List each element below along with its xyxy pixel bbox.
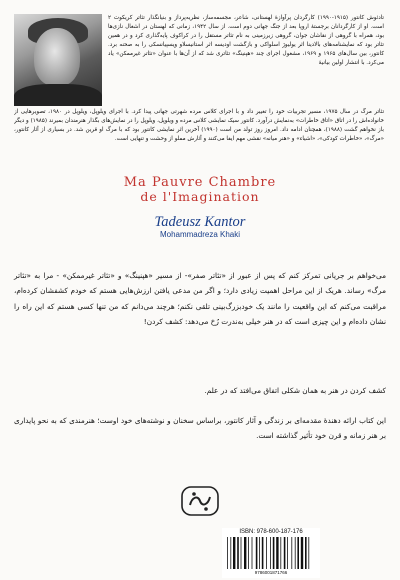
kantor-quote-closing: کشف کردن در هنر به همان شکلی اتفاق می‌افتد که در علم.: [204, 386, 386, 395]
barcode-icon: [226, 537, 316, 569]
isbn-label: ISBN: 978-600-187-176: [239, 529, 303, 535]
book-description: این کتاب ارائه دهندهٔ مقدمه‌ای بر زندگی و آثار کانتور، براساس سخنان و نوشته‌های خود اوست؛ هنرمندی که به نحو پایداری بر هنر زمانه و قرن خود تأثیر گذاشته است.: [14, 416, 386, 441]
author-bio-bottom: تئاتر مرگ در سال ۱۹۷۵، مسیر تجربیات خود را تغییر داد و با اجرای کلاس مرده شهرتی جهانی پیدا کرد. با اجرای ویلوپل، ویلوپل در ۱۹۸۰، تصویرهایی از خانواده‌اش را در اتاق «اتاق خاطرات» به‌نمایش درآورد. کانتور سیک نمایشی کلاس مرده و ویلوپل، ویلوپل را در نمایش‌های بگذار هنرمندان بمیرند (۱۹۸۵) و دیگر باز نخواهم گشت (۱۹۸۸)، همچنان ادامه داد. امروز روز تولد من است (۱۹۹۰) آخرین اثر نمایشی کانتور بود که با مرگ او قرین شد. در بسیاری از آثار کانتور، «مرگ»، «خاطرات کودکی»، «اشیاء» و «هنر میانه» نقشی مهم ایفا می‌کنند و آثارش مملو از وحشت و تنهایی است.: [14, 109, 384, 143]
author-portrait-photo: [14, 14, 102, 106]
barcode-area: [222, 528, 320, 578]
title-block: [0, 176, 400, 240]
kantor-quote-paragraph: می‌خواهم بر جریانی تمرکز کنم که پس از عبور از «تئاتر صفر»- از مسیر «هپنینگ» و «تئاتر غیرممکن» - مرا به «تئاتر مرگ» رساند. هریک از این مراحل اهمیت زیادی دارد؛ و اگر من مدعی یافتن ارزش‌هایی هستم که خودم کشفشان کرده‌ام، مراقبت می‌کنم که این واقعیت را مانند یک خودبزرگ‌بینی تلقی نکنم؛ هرچند می‌دانم که من تنها کسی هستم که این راه را نشان داده‌ام و این چیزی است که در هنر خیلی به‌ندرت رُخ می‌دهد: کشف کردن!: [14, 271, 386, 327]
author-name: Tadeusz Kantor: [154, 214, 246, 230]
book-title-line1: Ma Pauvre Chambre: [123, 175, 277, 190]
portrait-face: [34, 28, 80, 86]
barcode-number: 9786001871766: [254, 570, 288, 575]
book-title-line2: de l'Imagination: [140, 189, 260, 204]
portrait-shoulder: [14, 84, 102, 106]
translator-name: Mohammadreza Khaki: [159, 230, 241, 239]
author-bio-top: تادئوش کانتور (۱۹۱۵-۱۹۹۰) کارگردان پرآوازهٔ لهستانی، شاعر، مجسمه‌ساز، نظریه‌پرداز و بنیانگذار تئاتر کریکوت ۲ است. او از کارگردانان برجستهٔ اروپا بعد از جنگ جهانی دوم است. از سال ۱۹۴۲، زمانی که لهستان در اشغال نازی‌ها بود، همراه با گروهی از نقاشان جوان، گروهی زیرزمینی به نام تئاتر مستقل را در کراکوف پایه‌گذاری کرد و در همین تئاتر بود که نمایشنامه‌های بالادینا اثر یولیوژ اسلواکی و بازگشت اودیسه اثر استانیسلاو ویسپیانسکی را به صحنه برد. کانتور، بین سال‌های ۱۹۶۵ و ۱۹۶۹، مشغول اجرای چند «هپنینگ» تئاتری شد که از آن‌ها با عنوان «تئاتر غیرممکن» یاد می‌کرد. با انتشار اولین بیانیهٔ: [108, 15, 384, 67]
publisher-logo-icon: [178, 479, 222, 523]
